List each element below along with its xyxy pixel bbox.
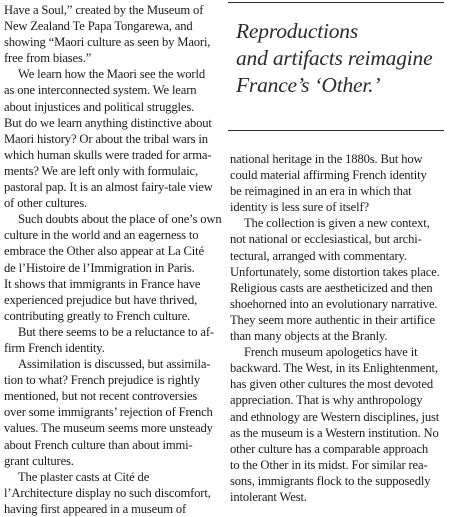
text-line: over some immigrants’ rejection of French: [4, 405, 213, 420]
text-line: culture in the world and an eagerness to: [4, 228, 199, 243]
text-line: of other cultures.: [4, 196, 87, 211]
text-line: has given other cultures the most devoted: [230, 377, 433, 392]
text-line: showing “Maori culture as seen by Maori,: [4, 35, 211, 50]
text-line: l’Architecture display no such discomfort,: [4, 485, 211, 500]
text-line: contributing greatly to French culture.: [4, 308, 191, 323]
text-line: grant cultures.: [4, 453, 74, 468]
text-line: Unfortunately, some distortion takes place.: [230, 264, 440, 279]
text-line: But do we learn anything distinctive about: [4, 115, 212, 130]
text-line: experienced prejudice but have thrived,: [4, 292, 198, 307]
text-line: to the Other in its midst. For similar rea-: [230, 457, 428, 472]
text-line: Maori history? Or about the tribal wars in: [4, 131, 208, 146]
text-line: de l’Histoire de l’Immigration in Paris.: [4, 260, 195, 275]
text-line: and ethnology are Western disciplines, just: [230, 409, 440, 424]
text-line: other culture has a comparable approach: [230, 441, 428, 456]
text-line: not national or ecclesiastical, but archi-: [230, 232, 422, 247]
text-line: backward. The West, in its Enlightenment,: [230, 361, 438, 376]
pull-quote-bottom-rule: [228, 130, 444, 131]
text-line: as one interconnected system. We learn: [4, 83, 197, 98]
text-line: identity is less sure of itself?: [230, 200, 369, 215]
pull-quote-top-rule: [228, 2, 444, 3]
text-line: sons, immigrants flock to the supposedly: [230, 473, 431, 488]
text-line: Such doubts about the place of one’s own: [18, 212, 222, 227]
pull-quote-line: France’s ‘Other.’: [236, 73, 381, 97]
text-line: New Zealand Te Papa Tongarewa, and: [4, 19, 193, 34]
text-line: shoehorned into an evolutionary narrative.: [230, 296, 438, 311]
text-line: ments? We are left only with formulaic,: [4, 163, 198, 178]
text-line: It shows that immigrants in France have: [4, 276, 201, 291]
pull-quote: [226, 0, 448, 132]
text-line: having first appeared in a museum of: [4, 501, 187, 516]
text-line: could material affirming French identity: [230, 168, 427, 183]
pull-quote-line: and artifacts reimagine: [236, 46, 433, 70]
text-line: which human skulls were traded for arma-: [4, 147, 212, 162]
text-line: We learn how the Maori see the world: [18, 67, 205, 82]
text-line: appreciation. That is why anthropology: [230, 393, 423, 408]
text-line: pastoral pap. It is an almost fairy-tale view: [4, 180, 213, 195]
text-line: national heritage in the 1880s. But how: [230, 152, 423, 166]
text-line: intolerant West.: [230, 489, 307, 504]
pull-quote-line: Reproductions: [236, 19, 359, 43]
text-line: The plaster casts at Cité de: [18, 469, 150, 484]
text-line: French museum apologetics have it: [244, 345, 418, 360]
text-line: values. The museum seems more unsteady: [4, 421, 213, 436]
text-line: as the museum is a Western institution. No: [230, 425, 439, 440]
text-line: But there seems to be a reluctance to af-: [18, 324, 214, 339]
pull-quote-text: [236, 18, 446, 99]
text-line: Assimilation is discussed, but assimila-: [18, 357, 211, 372]
text-line: free from biases.”: [4, 51, 92, 66]
text-line: Have a Soul,” created by the Museum of: [4, 3, 204, 17]
text-line: firm French identity.: [4, 340, 105, 355]
text-line: embrace the Other also appear at La Cité: [4, 244, 204, 259]
text-line: tion to what? French prejudice is rightly: [4, 373, 201, 388]
text-line: about French culture than about immi-: [4, 437, 193, 452]
text-line: be reimagined in an era in which that: [230, 184, 412, 199]
text-line: than many objects at the Branly.: [230, 329, 388, 344]
text-line: tectural, arranged with commentary.: [230, 248, 407, 263]
text-line: The collection is given a new context,: [244, 216, 430, 231]
text-line: They seem more authentic in their artifice: [230, 312, 435, 327]
text-line: Religious casts are aestheticized and then: [230, 280, 433, 295]
text-line: about injustices and political struggles.: [4, 99, 195, 114]
article-column-left: [4, 2, 222, 517]
article-column-right: [230, 151, 444, 505]
text-line: mentioned, but not recent controversies: [4, 389, 198, 404]
